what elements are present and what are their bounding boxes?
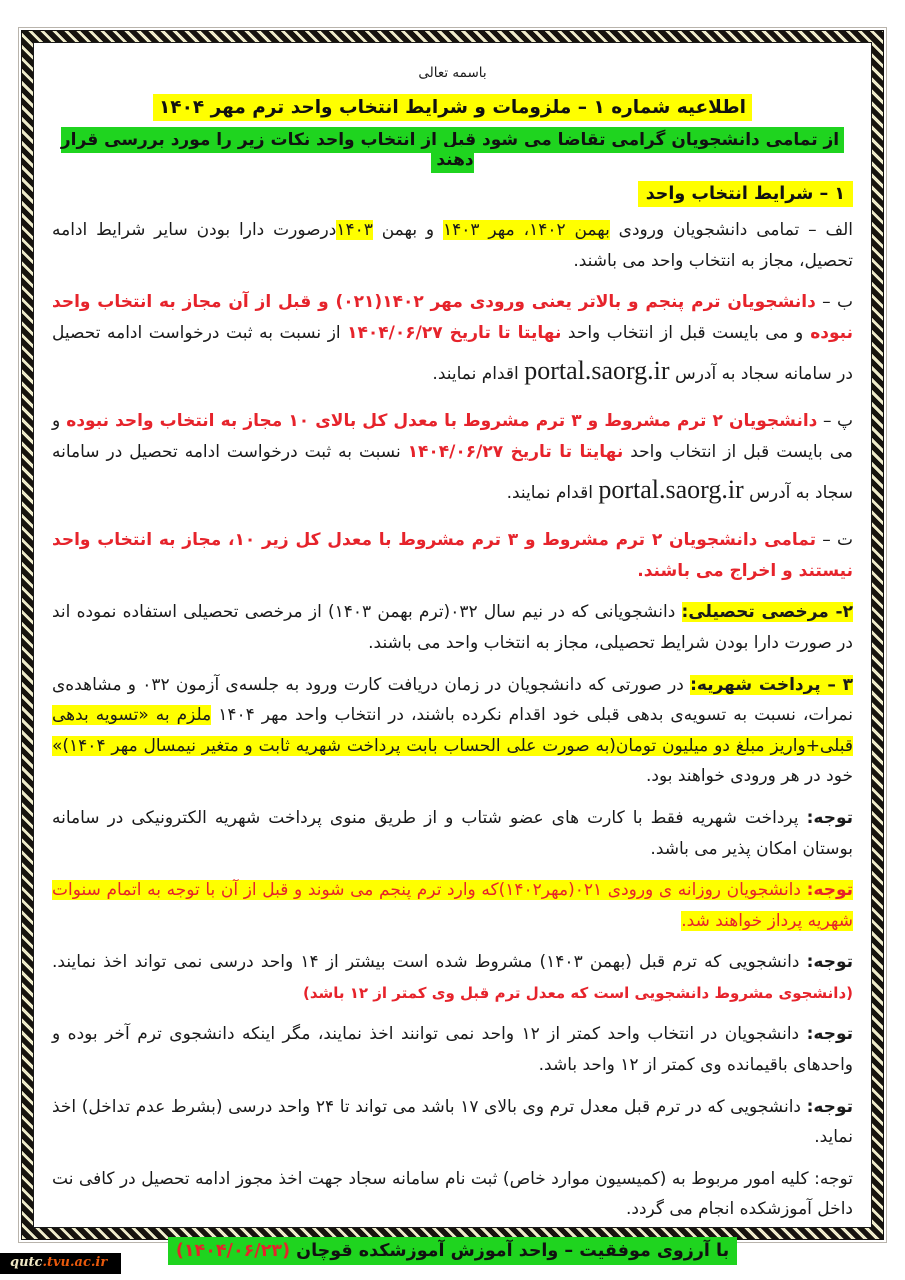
paragraph-alef <box>52 215 853 276</box>
text-run: دانشجویی که در ترم قبل معدل ترم وی بالای ۱۷ باشد می تواند تا ۲۴ واحد درسی (بشرط عدم تداخل) اخذ نماید. <box>52 1096 853 1148</box>
portal-url: portal.saorg.ir <box>598 475 744 505</box>
section3-paragraph <box>52 670 853 792</box>
footer-line <box>52 1241 853 1261</box>
site-domain: .tvu.ac.ir <box>42 1255 108 1270</box>
text-run: دانشجویانی که در نیم سال ۰۳۲(ترم بهمن ۱۴۰۳) از مرخصی تحصیلی استفاده نموده اند در صورت دارا بودن شرایط تحصیلی، مجاز به انتخاب واحد می باشند. <box>52 602 853 653</box>
section2-heading: ۲- مرخصی تحصیلی: <box>681 602 853 623</box>
section3-heading: ۳ – پرداخت شهریه: <box>690 674 853 695</box>
deadline-date: نهایتا تا تاریخ ۱۴۰۴/۰۶/۲۷ <box>347 322 562 343</box>
payment-requirement-highlight: ملزم به «تسویه بدهی قبلی+واریز مبلغ دو میلیون تومان(به صورت علی الحساب بابت پرداخت شهریه ثابت و متغیر نیمسال مهر ۱۴۰۴)» <box>52 705 853 756</box>
note-label: توجه: <box>814 1168 853 1189</box>
warning-text: دانشجویان ۲ ترم مشروط و ۳ ترم مشروط با معدل کل بالای ۱۰ مجاز به انتخاب واحد نبوده <box>60 411 818 432</box>
highlighted-dates: بهمن ۱۴۰۲، مهر ۱۴۰۳ <box>442 220 610 240</box>
warning-text: دانشجویان ترم پنجم و بالاتر یعنی ورودی مهر ۱۴۰۲(۰۲۱) و قبل از آن مجاز به انتخاب واحد نبوده <box>52 292 853 343</box>
paragraph-te <box>52 525 853 586</box>
note-label: توجه: <box>806 1024 853 1045</box>
notice-banner: از تمامی دانشجویان گرامی تقاضا می شود قبل از انتخاب واحد نکات زیر را مورد بررسی قرار دهند <box>61 127 844 173</box>
note-tuition-day-students <box>52 875 853 936</box>
text-run: دانشجویی که ترم قبل (بهمن ۱۴۰۳) مشروط شده است بیشتر از ۱۴ واحد درسی نمی تواند اخذ نمایند. <box>52 952 807 973</box>
highlighted-warning: دانشجویان روزانه ی ورودی ۰۲۱(مهر۱۴۰۲)که وارد ترم پنجم می شوند و قبل از آن با توجه به اتمام سنوات شهریه پرداز خواهند شد. <box>52 880 853 931</box>
text-run: و می بایست قبل از انتخاب واحد <box>52 411 854 462</box>
footer-wishes: با آرزوی موفقیت – واحد آموزش آموزشکده قوچان <box>290 1241 730 1262</box>
text-run: و بهمن <box>372 220 443 240</box>
note-label: توجه: <box>806 807 853 828</box>
text-run: نسبت به ثبت درخواست ادامه تحصیل در سامانه سجاد به آدرس <box>52 441 853 504</box>
decorative-frame <box>21 30 884 1262</box>
deadline-date: نهایتا تا تاریخ ۱۴۰۴/۰۶/۲۷ <box>407 441 624 462</box>
section1-heading-line <box>52 184 853 204</box>
text-run: ب – <box>815 292 853 313</box>
text-run: پرداخت شهریه فقط با کارت های عضو شتاب و از طریق منوی پرداخت شهریه الکترونیکی در سامانه بوستان امکان پذیر می باشد. <box>52 807 853 859</box>
note-payment-method <box>52 803 853 864</box>
text-run: از نسبت به ثبت درخواست ادامه تحصیل در سامانه سجاد به آدرس <box>52 322 853 385</box>
text-run: الف – تمامی دانشجویان ورودی <box>609 220 853 240</box>
note-high-gpa-units <box>52 1092 853 1153</box>
note-label: توجه: <box>806 880 853 901</box>
text-run: درصورت دارا بودن سایر شرایط ادامه تحصیل، مجاز به انتخاب واحد می باشند. <box>52 220 853 271</box>
expulsion-warning: تمامی دانشجویان ۲ ترم مشروط و ۳ ترم مشروط با معدل کل زیر ۱۰، مجاز به انتخاب واحد نیستند و اخراج می باشند. <box>52 530 853 581</box>
text-run: کلیه امور مربوط به (کمیسیون موارد خاص) ثبت نام سامانه سجاد جهت اخذ مجوز ادامه تحصیل در کافی نت داخل آموزشکده انجام می گردد. <box>52 1168 853 1220</box>
notice-banner-line <box>52 130 853 170</box>
portal-url: portal.saorg.ir <box>524 356 670 386</box>
text-run: در صورتی که دانشجویان در زمان دریافت کارت ورود به جلسه‌ی آزمون ۰۳۲ و مشاهده‌ی نمرات، نسبت به تسویه‌ی بدهی قبلی خود اقدام نکرده باشند، در انتخاب واحد مهر ۱۴۰۴ <box>52 674 853 726</box>
text-run: ت – <box>816 530 854 551</box>
paragraph-be <box>52 287 853 395</box>
section2-paragraph <box>52 597 853 658</box>
site-name: qutc <box>10 1255 43 1270</box>
note-label: توجه: <box>806 1096 853 1117</box>
probation-definition: (دانشجوی مشروط دانشجویی است که معدل ترم قبل وی کمتر از ۱۲ باشد) <box>302 983 853 1002</box>
text-run: خود در هر ورودی خواهند بود. <box>645 766 853 787</box>
note-special-cases <box>52 1164 853 1225</box>
text-run: اقدام نمایند. <box>506 483 599 504</box>
text-run: و می بایست قبل از انتخاب واحد <box>561 322 804 343</box>
text-run: دانشجویان در انتخاب واحد کمتر از ۱۲ واحد نمی توانند اخذ نمایند، مگر اینکه دانشجوی ترم آخر بوده و واحدهای باقیمانده وی کمتر از ۱۲ واحد باشد. <box>52 1024 853 1076</box>
document-content <box>33 42 872 1262</box>
basmala-text: باسمه تعالی <box>418 65 487 81</box>
announcement-title-line <box>52 97 853 118</box>
note-label: توجه: <box>806 952 854 973</box>
highlighted-year: ۱۴۰۳ <box>336 220 373 240</box>
text-run: اقدام نمایند. <box>432 364 525 385</box>
footer-signature <box>168 1237 737 1265</box>
note-probation-limit <box>52 947 853 1008</box>
zigzag-border <box>21 30 884 1262</box>
announcement-title: اطلاعیه شماره ۱ – ملزومات و شرایط انتخاب واحد ترم مهر ۱۴۰۴ <box>153 94 752 121</box>
site-watermark-bar <box>0 1253 121 1274</box>
paragraph-pe <box>52 406 853 514</box>
section1-heading: ۱ – شرایط انتخاب واحد <box>638 181 853 207</box>
text-run: پ – <box>817 411 854 432</box>
footer-date: (۱۴۰۴/۰۶/۲۳) <box>175 1241 291 1262</box>
note-minimum-units <box>52 1019 853 1080</box>
